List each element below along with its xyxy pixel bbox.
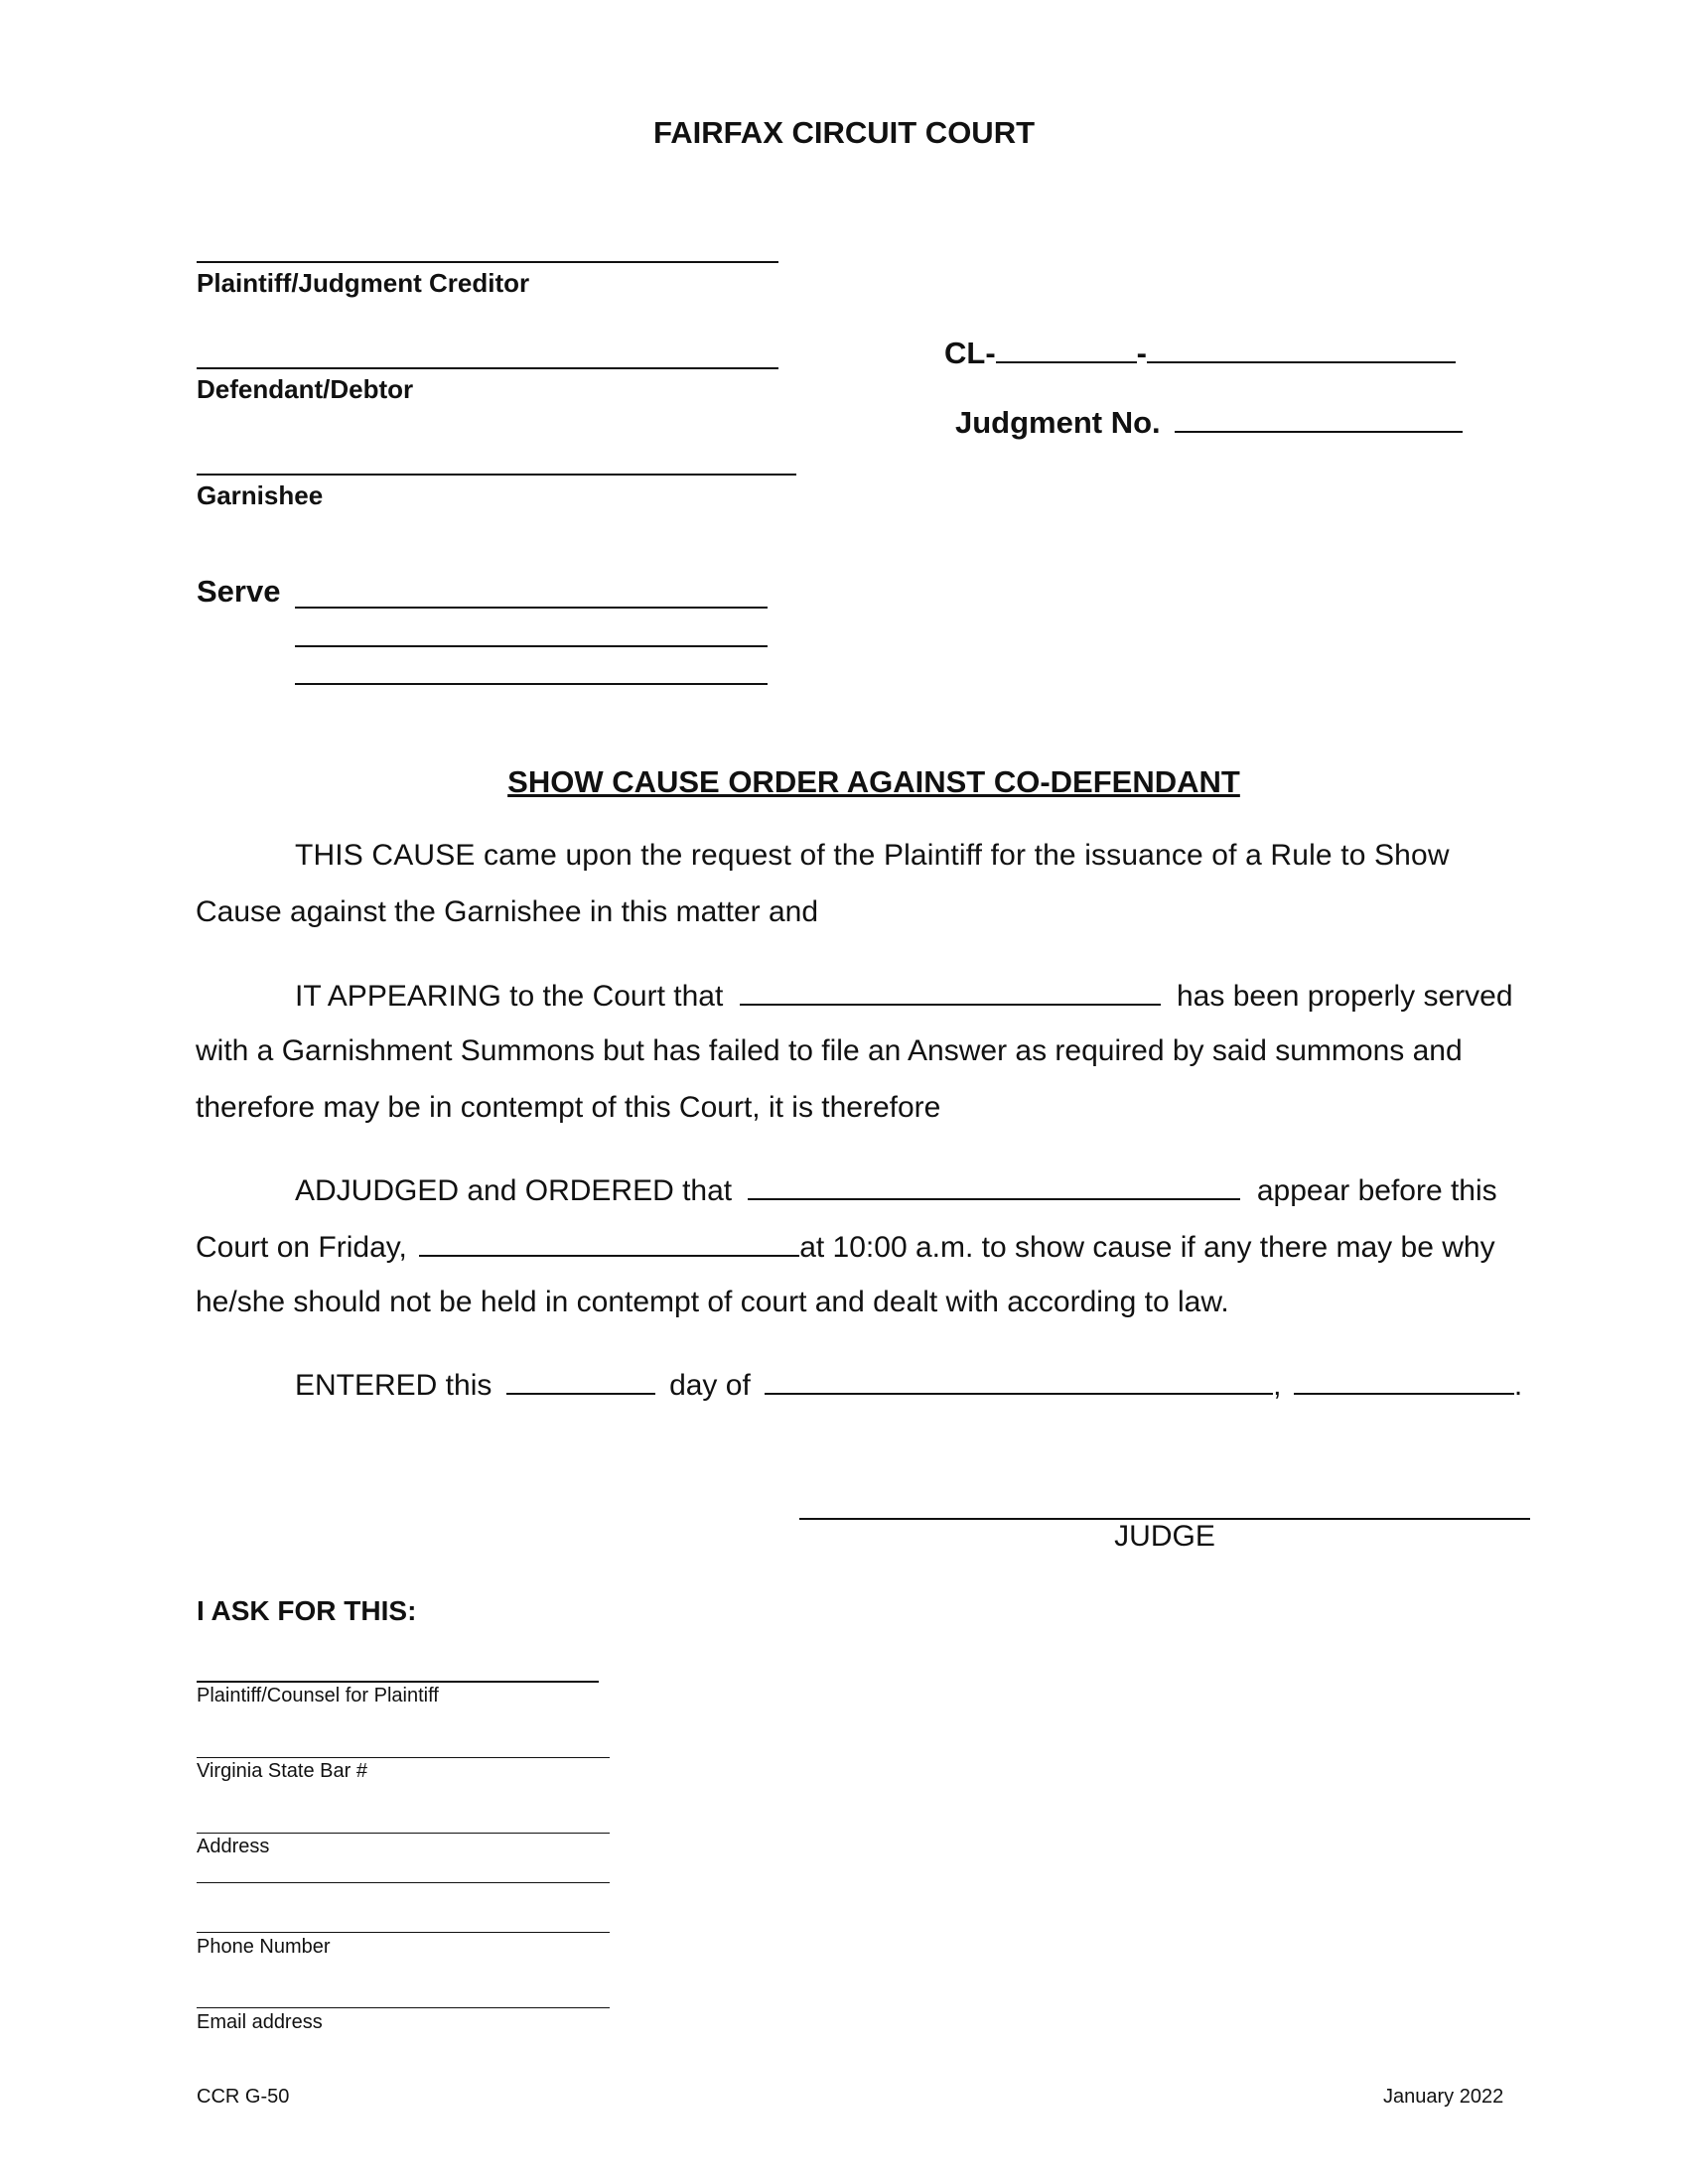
case-cl-prefix: CL- (944, 336, 996, 370)
serve-line-3[interactable] (295, 683, 768, 685)
case-number (944, 336, 1456, 371)
p3-line-2 (196, 1229, 1495, 1265)
ask-title: I ASK FOR THIS: (197, 1595, 417, 1626)
email-line[interactable] (197, 2007, 610, 2008)
hearing-date-field[interactable] (419, 1229, 799, 1257)
p2-intro: IT APPEARING to the Court that (295, 980, 724, 1013)
judgment-number (955, 405, 1463, 441)
serve-label: Serve (197, 574, 281, 609)
p2-line-3: therefore may be in contempt of this Court, it is therefore (196, 1091, 941, 1124)
court-title: FAIRFAX CIRCUIT COURT (652, 115, 1036, 150)
defendant-line[interactable] (197, 367, 778, 369)
plaintiff-label: Plaintiff/Judgment Creditor (197, 268, 530, 298)
case-number-field[interactable] (1147, 336, 1456, 363)
p2-line-2: with a Garnishment Summons but has failed to file an Answer as required by said summons and (196, 1034, 1463, 1067)
counsel-label: Plaintiff/Counsel for Plaintiff (197, 1685, 439, 1706)
address-line-1[interactable] (197, 1833, 610, 1834)
entered-year-field[interactable] (1294, 1367, 1514, 1395)
garnishee-line[interactable] (197, 474, 796, 476)
p1-line-1: THIS CAUSE came upon the request of the Plaintiff for the issuance of a Rule to Show (295, 839, 1450, 872)
serve-line-2[interactable] (295, 645, 768, 647)
p3-line-3: he/she should not be held in contempt of court and dealt with according to law. (196, 1286, 1229, 1318)
p2-line-1 (295, 978, 1513, 1014)
garnishee-label: Garnishee (197, 480, 324, 510)
counsel-signature-line[interactable] (197, 1681, 599, 1683)
served-party-field[interactable] (740, 978, 1161, 1006)
bar-number-label: Virginia State Bar # (197, 1760, 367, 1782)
entered-dayof: day of (669, 1369, 751, 1402)
entered-comma: , (1273, 1369, 1282, 1402)
p3-intro: ADJUDGED and ORDERED that (295, 1174, 733, 1207)
p3-appear: appear before this (1256, 1174, 1497, 1207)
serve-line-1[interactable] (295, 607, 768, 609)
entered-month-field[interactable] (765, 1367, 1273, 1395)
defendant-label: Defendant/Debtor (197, 374, 414, 404)
order-heading: SHOW CAUSE ORDER AGAINST CO-DEFENDANT (507, 764, 1240, 799)
p3-friday: Court on Friday, (196, 1231, 407, 1264)
bar-number-line[interactable] (197, 1757, 610, 1758)
phone-label: Phone Number (197, 1936, 331, 1958)
address-label: Address (197, 1836, 270, 1857)
case-year-field[interactable] (996, 336, 1137, 363)
judgment-label: Judgment No. (955, 405, 1161, 440)
ordered-party-field[interactable] (748, 1172, 1240, 1200)
entered-day-field[interactable] (506, 1367, 655, 1395)
entered-intro: ENTERED this (295, 1369, 492, 1402)
plaintiff-line[interactable] (197, 261, 778, 263)
form-date: January 2022 (1383, 2086, 1504, 2108)
p3-line-1 (295, 1172, 1497, 1208)
address-line-2[interactable] (197, 1882, 610, 1883)
email-label: Email address (197, 2011, 323, 2033)
entered-line (295, 1367, 1522, 1403)
judgment-number-field[interactable] (1175, 405, 1463, 433)
case-dash: - (1136, 336, 1147, 370)
form-number: CCR G-50 (197, 2086, 290, 2108)
phone-line[interactable] (197, 1932, 610, 1933)
entered-period: . (1513, 1369, 1523, 1402)
p1-line-2: Cause against the Garnishee in this matter and (196, 895, 819, 928)
p2-served: has been properly served (1177, 980, 1513, 1013)
p3-time: at 10:00 a.m. to show cause if any there may be why (799, 1231, 1495, 1264)
judge-label: JUDGE (1114, 1520, 1215, 1553)
